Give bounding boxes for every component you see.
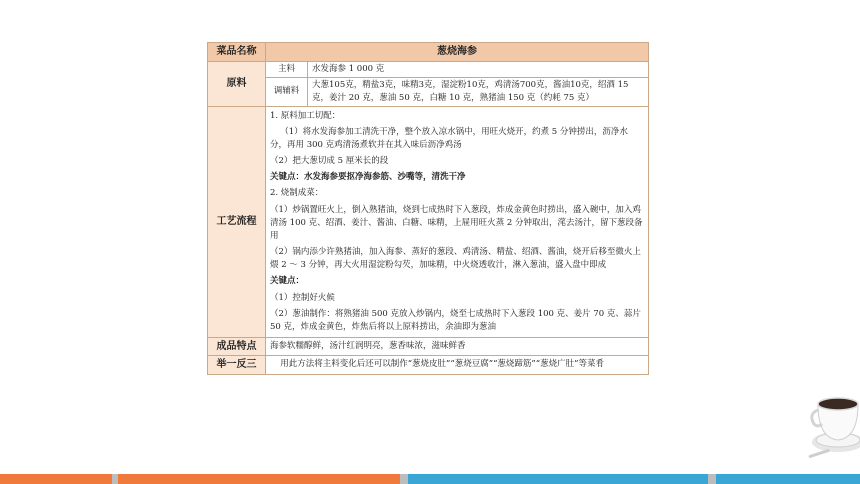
features-row — [208, 337, 649, 356]
main-ingredient-label: 主料 — [266, 61, 308, 77]
process-line: 2. 烧制成菜： — [270, 188, 324, 199]
footer-bar-blue — [716, 474, 860, 484]
table-header-row — [208, 43, 649, 62]
footer-color-bar — [0, 474, 860, 484]
aux-ingredient-value: 大葱105克，精盐3克，味精3克，湿淀粉10克，鸡清汤700克，酱油10克，绍酒 15 克，姜汁 20 克，葱油 50 克，白糖 10 克，熟猪油 150 克（约耗 75 克） — [308, 77, 649, 106]
extension-row — [208, 356, 649, 375]
features-value: 海参软糯醇鲜，汤汁红润明亮，葱香味浓，滋味鲜香 — [266, 337, 649, 356]
process-key-point: 关键点：水发海参要抠净海参筋、沙嘴等，清洗干净 — [270, 172, 466, 183]
footer-bar-orange — [0, 474, 112, 484]
recipe-card — [207, 42, 649, 447]
footer-bar-gray — [708, 474, 716, 484]
process-line: （1）将水发海参加工清洗干净，整个放入凉水锅中，用旺火烧开，约煮 5 分钟捞出，沥净水分，再用 300 克鸡清汤煮软并在其入味后沥净鸡汤 — [270, 126, 628, 150]
extension-value: 用此方法将主料变化后还可以制作“葱烧皮肚”“葱烧豆腐”“葱烧蹄筋”“葱烧广肚”等菜肴 — [266, 356, 649, 375]
footer-bar-gray — [400, 474, 408, 484]
ingredients-label: 原料 — [208, 61, 266, 107]
aux-ingredient-row — [208, 77, 649, 106]
process-line: （2）把大葱切成 5 厘米长的段 — [270, 156, 389, 167]
process-label: 工艺流程 — [208, 107, 266, 338]
process-line: （2）锅内添少许熟猪油，加入海参、蒸好的葱段、鸡清汤、精盐、绍酒、酱油，烧开后移至微火上煨 2 ～ 3 分钟，再大火用湿淀粉勾芡，加味精，中火烧透收汁，淋入葱油，盛入盘中即成 — [270, 247, 641, 271]
process-line: （2）葱油制作：将熟猪油 500 克放入炒锅内，烧至七成热时下入葱段 100 克、姜片 70 克、蒜片 50 克，炸成金黄色，炸焦后将以上原料捞出，余油即为葱油 — [270, 308, 641, 332]
dish-name: 葱烧海参 — [266, 43, 649, 62]
dish-name-label: 菜品名称 — [208, 43, 266, 62]
process-row — [208, 107, 649, 338]
footer-bar-orange — [118, 474, 400, 484]
coffee-cup-icon — [808, 380, 860, 466]
extension-label: 举一反三 — [208, 356, 266, 375]
aux-ingredient-label: 调辅料 — [266, 77, 308, 106]
features-label: 成品特点 — [208, 337, 266, 356]
process-line: （1）炒锅置旺火上，倒入熟猪油，烧到七成热时下入葱段，炸成金黄色时捞出，盛入碗中，加入鸡清汤 100 克、绍酒、姜汁、酱油、白糖、味精，上屉用旺火蒸 2 分钟取出，滗去汤汁，留下葱段备用 — [270, 204, 643, 241]
process-line: 1. 原料加工切配： — [270, 110, 341, 121]
process-key-point: 关键点： — [270, 276, 305, 287]
footer-bar-blue — [408, 474, 708, 484]
process-content — [266, 107, 649, 338]
process-line: （1）控制好火候 — [270, 292, 335, 303]
recipe-table — [207, 42, 649, 375]
main-ingredient-row — [208, 61, 649, 77]
main-ingredient-value: 水发海参 1 000 克 — [308, 61, 649, 77]
